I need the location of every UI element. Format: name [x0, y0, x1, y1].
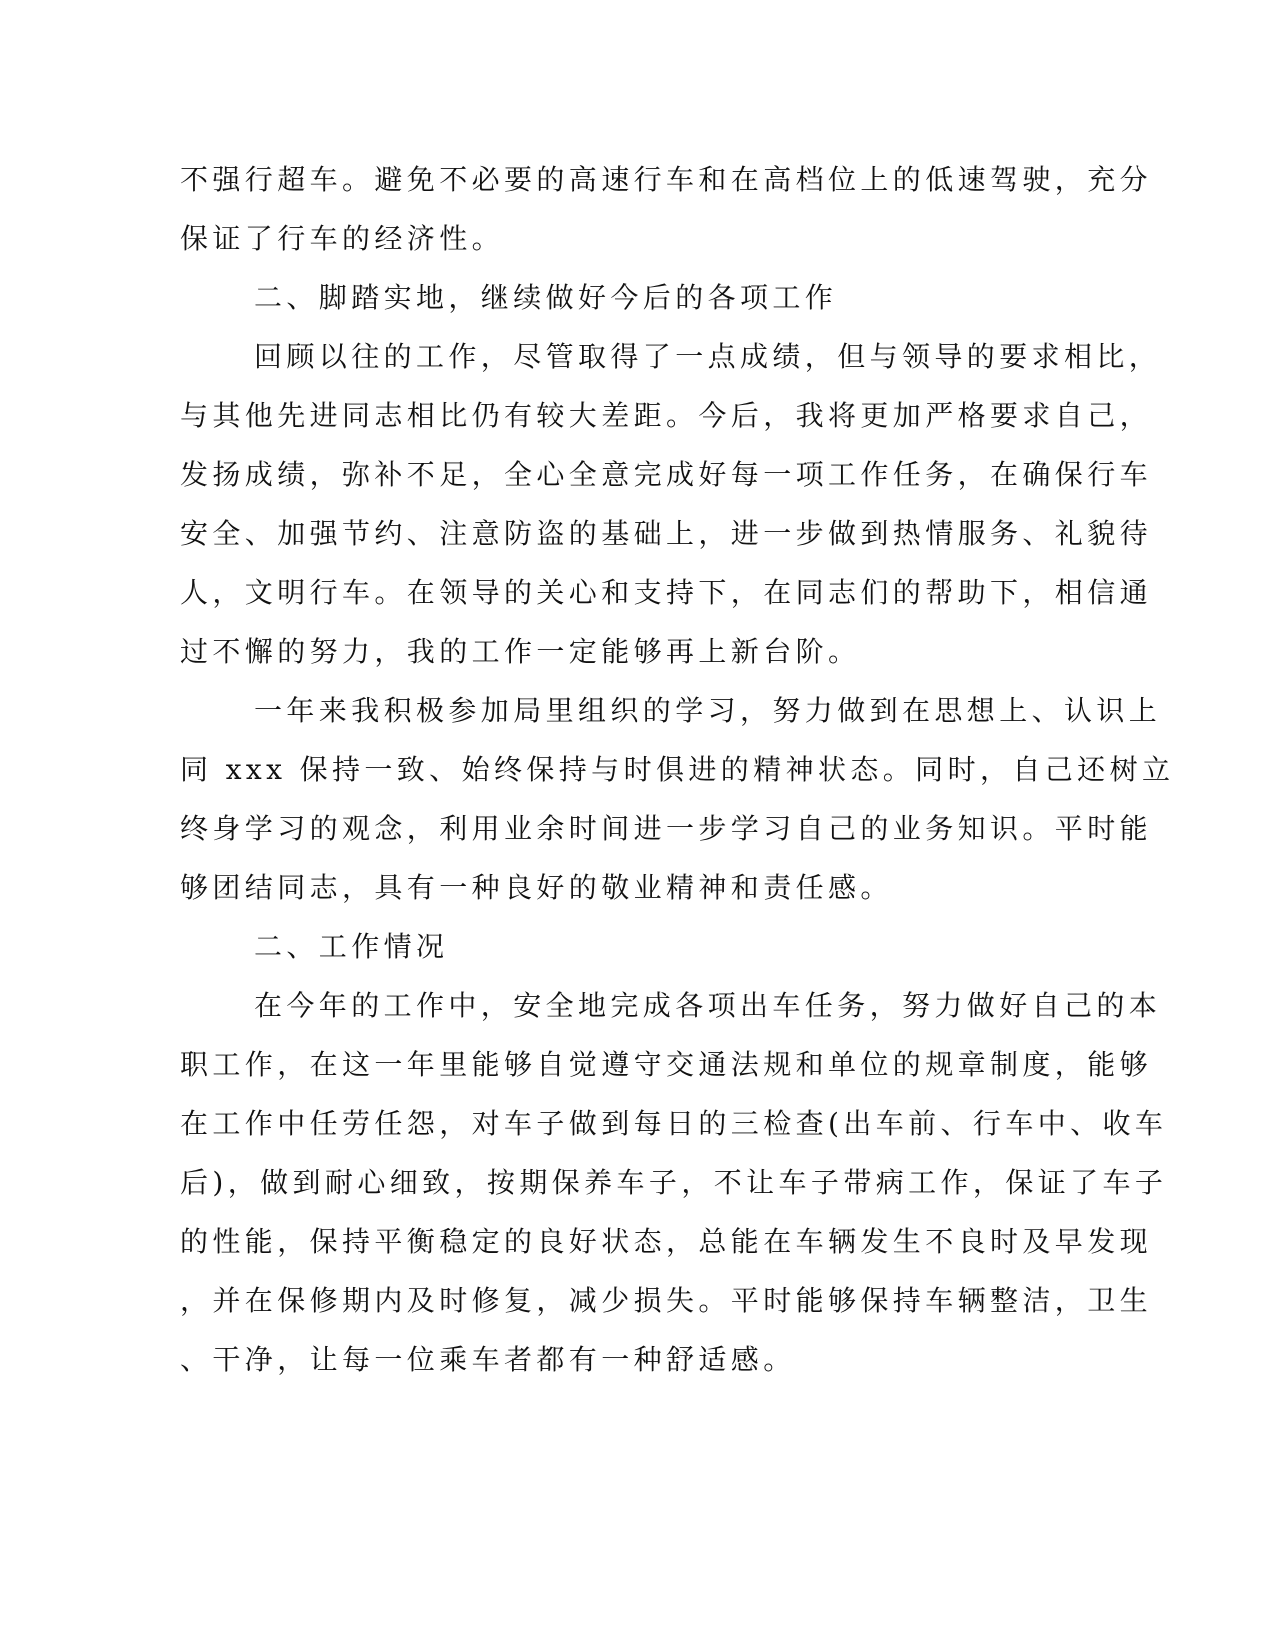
- section-heading: 二、脚踏实地，继续做好今后的各项工作: [254, 281, 838, 314]
- text-line: 保证了行车的经济性。: [180, 222, 505, 255]
- document-body: [180, 150, 1175, 1389]
- text-line: 职工作，在这一年里能够自觉遵守交通法规和单位的规章制度，能够: [180, 1048, 1153, 1081]
- text-line: 安全、加强节约、注意防盗的基础上，进一步做到热情服务、礼貌待: [180, 517, 1153, 550]
- text-line: 一年来我积极参加局里组织的学习，努力做到在思想上、认识上: [254, 694, 1162, 727]
- text-line: 终身学习的观念，利用业余时间进一步学习自己的业务知识。平时能: [180, 812, 1153, 845]
- text-line: 的性能，保持平衡稳定的良好状态，总能在车辆发生不良时及早发现: [180, 1225, 1153, 1258]
- text-line: 过不懈的努力，我的工作一定能够再上新台阶。: [180, 635, 861, 668]
- text-line: 回顾以往的工作，尽管取得了一点成绩，但与领导的要求相比，: [254, 340, 1162, 373]
- text-line: 够团结同志，具有一种良好的敬业精神和责任感。: [180, 871, 893, 904]
- text-line: 后)，做到耐心细致，按期保养车子，不让车子带病工作，保证了车子: [180, 1166, 1168, 1199]
- text-line: ，并在保修期内及时修复，减少损失。平时能够保持车辆整洁，卫生: [180, 1284, 1153, 1317]
- text-line: 在今年的工作中，安全地完成各项出车任务，努力做好自己的本: [254, 989, 1162, 1022]
- text-line: 同 xxx 保持一致、始终保持与时俱进的精神状态。同时，自己还树立: [180, 753, 1175, 786]
- text-line: 不强行超车。避免不必要的高速行车和在高档位上的低速驾驶，充分: [180, 163, 1153, 196]
- text-line: 发扬成绩，弥补不足，全心全意完成好每一项工作任务，在确保行车: [180, 458, 1153, 491]
- text-line: 、干净，让每一位乘车者都有一种舒适感。: [180, 1343, 796, 1376]
- section-heading: 二、工作情况: [254, 930, 449, 963]
- text-line: 与其他先进同志相比仍有较大差距。今后，我将更加严格要求自己，: [180, 399, 1153, 432]
- text-line: 在工作中任劳任怨，对车子做到每日的三检查(出车前、行车中、收车: [180, 1107, 1168, 1140]
- text-line: 人，文明行车。在领导的关心和支持下，在同志们的帮助下，相信通: [180, 576, 1153, 609]
